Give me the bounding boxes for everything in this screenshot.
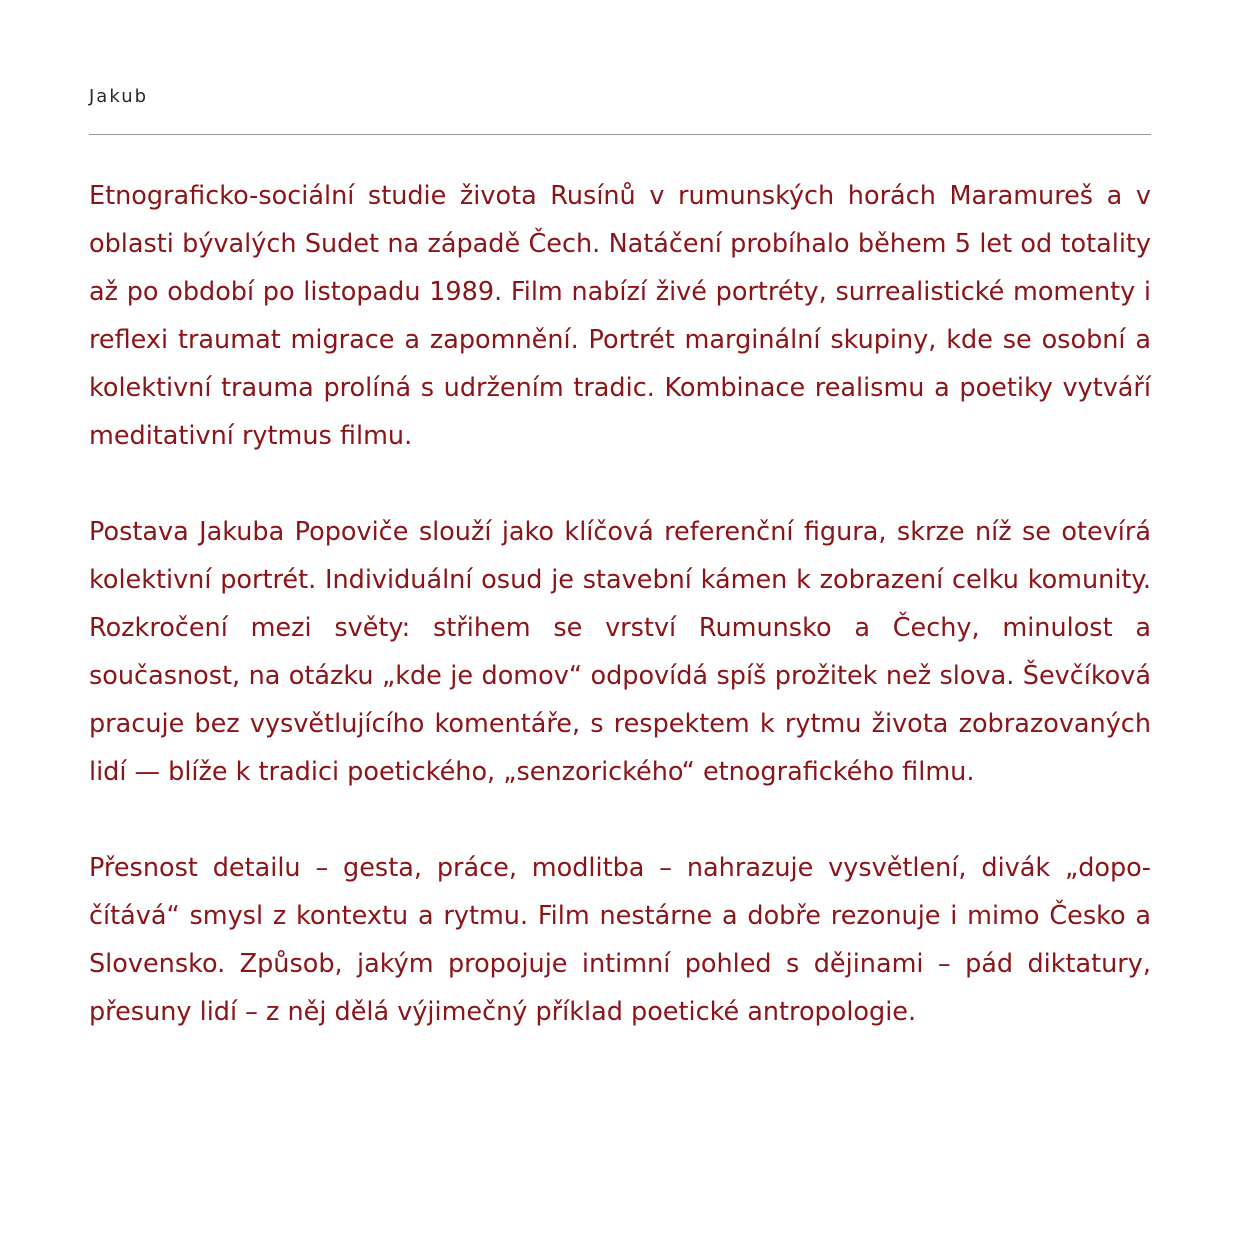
- paragraph: Etnograficko-sociální studie života Rusínů v rumunských horách Maramureš a v oblasti bývalých Sudet na západě Čech. Natáčení probíhalo během 5 let od totality až po období po listopadu 1989. Film nabízí živé portréty, surrealistické momenty i reflexi traumat migrace a zapomnění. Portrét marginální skupiny, kde se osobní a kolektivní trauma prolíná s udržením tradic. Kombinace realismu a poetiky vytváří meditativní rytmus filmu.: [89, 181, 1151, 451]
- header-divider: [89, 134, 1151, 135]
- page-header-label: Jakub: [89, 86, 149, 107]
- article-body: [89, 172, 1151, 1036]
- paragraph: Přesnost detailu – gesta, práce, modlitba – nahrazuje vysvětlení, divák „dopočítává“ smysl z kontextu a rytmu. Film nestárne a dobře rezonuje i mimo Česko a Slovensko. Způsob, jakým propojuje intimní pohled s dějinami – pád diktatury, přesuny lidí – z něj dělá výjimečný příklad poetické antropologie.: [89, 853, 1151, 1027]
- paragraph: Postava Jakuba Popoviče slouží jako klíčová referenční figura, skrze níž se otevírá kolektivní portrét. Individuální osud je stavební kámen k zobrazení celku komunity. Rozkročení mezi světy: střihem se vrství Rumunsko a Čechy, minulost a současnost, na otázku „kde je domov“ odpovídá spíš prožitek než slova. Ševčíková pracuje bez vysvětlujícího komentáře, s respektem k rytmu života zobrazovaných lidí — blíže k tradici poetického, „senzorického“ etnografického filmu.: [89, 517, 1151, 787]
